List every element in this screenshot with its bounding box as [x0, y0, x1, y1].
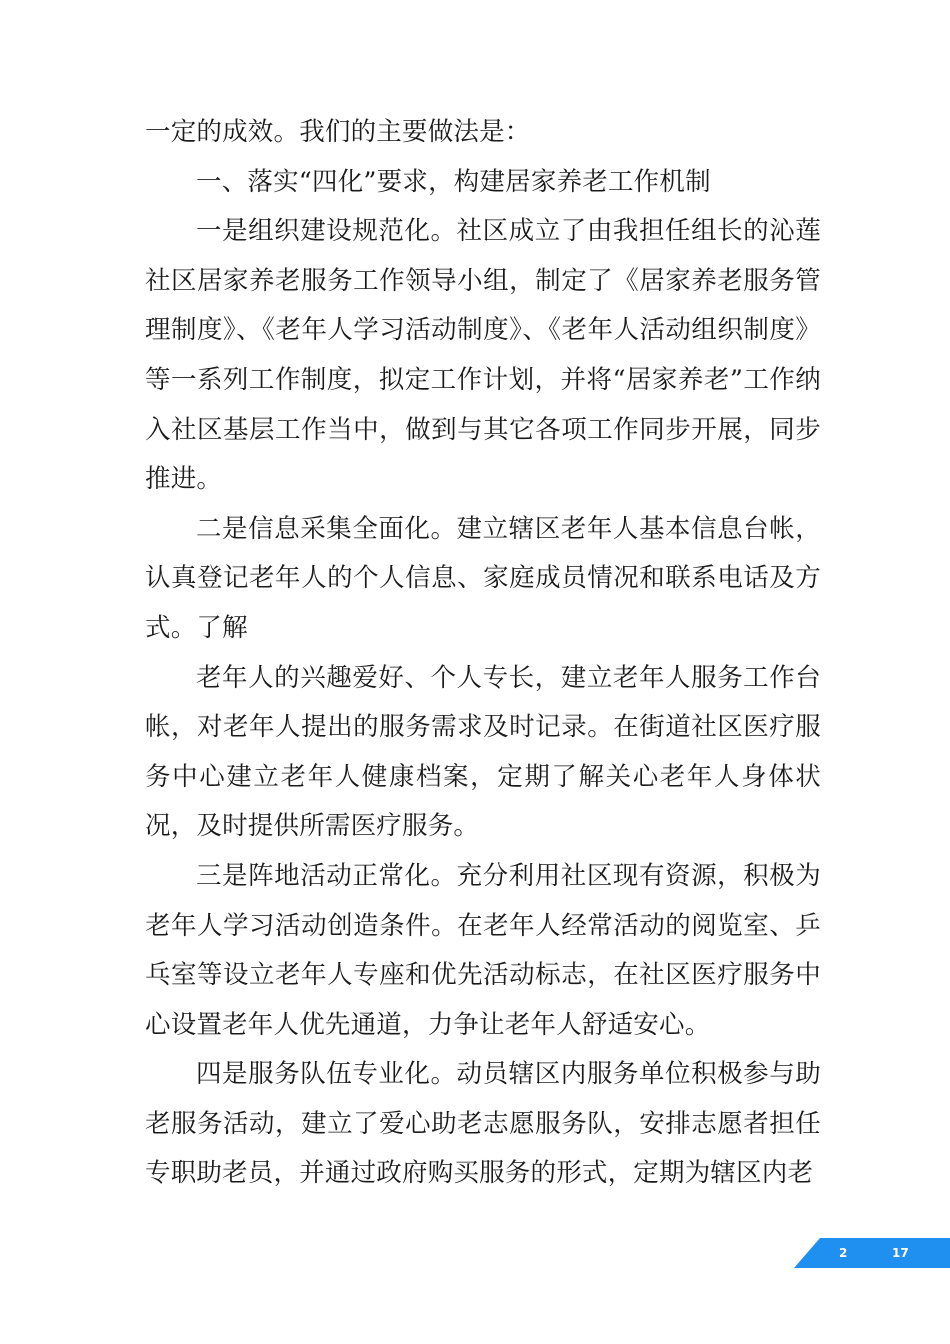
paragraph-organization: 一是组织建设规范化。社区成立了由我担任组长的沁莲社区居家养老服务工作领导小组，制定了《居家养老服务管理制度》、《老年人学习活动制度》、《老年人活动组织制度》等一系列工作制度，拟定工作计划，并将“居家养老”工作纳入社区基层工作当中，做到与其它各项工作同步开展，同步推进。 [145, 216, 821, 495]
paragraph-service-team: 四是服务队伍专业化。动员辖区内服务单位积极参与助老服务活动，建立了爱心助老志愿服务队，安排志愿者担任专职助老员，并通过政府购买服务的形式，定期为辖区内老 [145, 1059, 821, 1189]
page-total: 17 [892, 1246, 909, 1260]
document-body [145, 108, 821, 1199]
paragraph-information: 二是信息采集全面化。建立辖区老年人基本信息台帐，认真登记老年人的个人信息、家庭成员情况和联系电话及方式。了解 [145, 513, 821, 643]
page-number: 2 [839, 1246, 848, 1260]
paragraph-1: 一定的成效。我们的主要做法是： [145, 117, 531, 147]
paragraph-interests: 老年人的兴趣爱好、个人专长，建立老年人服务工作台帐，对老年人提出的服务需求及时记录。在街道社区医疗服务中心建立老年人健康档案，定期了解关心老年人身体状况，及时提供所需医疗服务。 [145, 662, 821, 842]
section-heading-1: 一、落实“四化”要求，构建居家养老工作机制 [196, 166, 711, 197]
paragraph-activities: 三是阵地活动正常化。充分利用社区现有资源，积极为老年人学习活动创造条件。在老年人经常活动的阅览室、乒乓室等设立老年人专座和优先活动标志，在社区医疗服务中心设置老年人优先通道，力争让老年人舒适安心。 [145, 860, 821, 1040]
page-footer-band [794, 1238, 950, 1268]
